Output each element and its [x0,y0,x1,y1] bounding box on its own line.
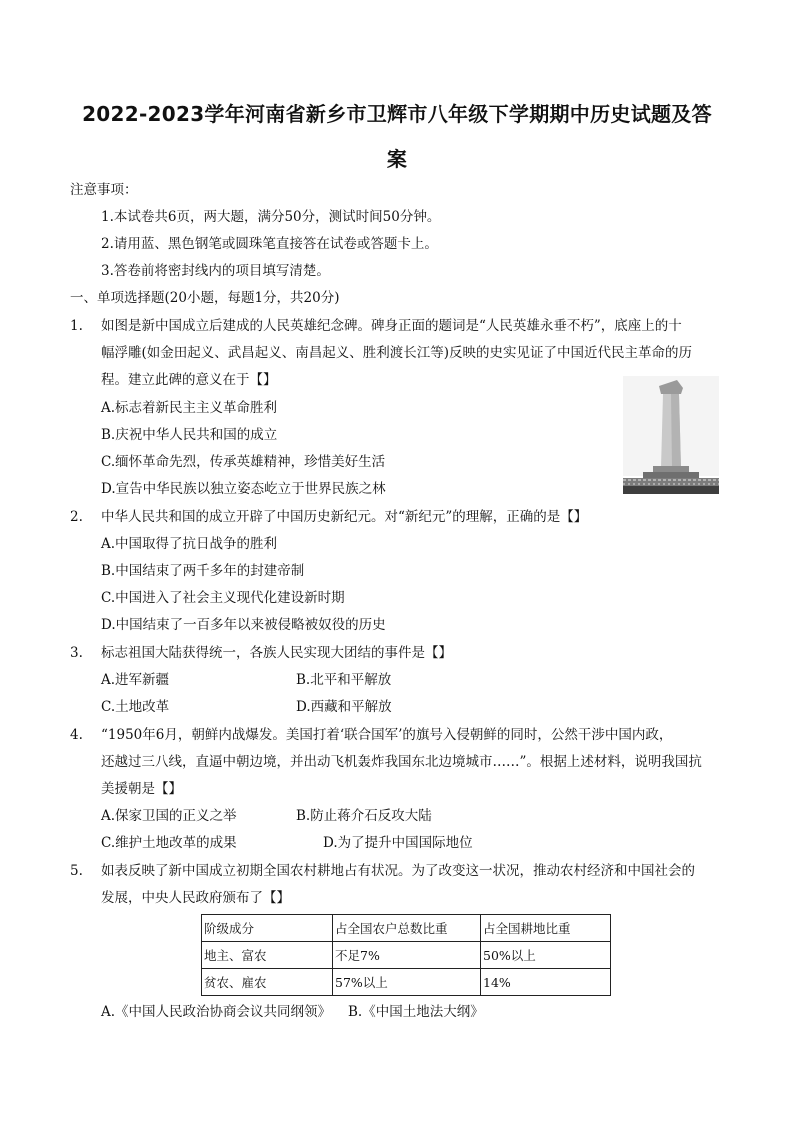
notice-item-3: 3.答卷前将密封线内的项目填写清楚。 [101,263,330,279]
table-header-row [202,915,611,942]
q2-option-d: D.中国结束了一百多年以来被侵略被奴役的历史 [101,617,386,633]
table-cell: 57%以上 [333,969,481,996]
q4-number: 4. [70,727,83,743]
notice-item-2: 2.请用蓝、黑色钢笔或圆珠笔直接答在试卷或答题卡上。 [101,236,438,252]
q2-option-a: A.中国取得了抗日战争的胜利 [101,536,278,552]
q2-stem: 中华人民共和国的成立开辟了中国历史新纪元。对“新纪元”的理解，正确的是【】 [101,509,588,525]
q1-number: 1. [70,318,83,334]
table-header-cell: 阶级成分 [202,915,333,942]
q3-stem: 标志祖国大陆获得统一，各族人民实现大团结的事件是【】 [101,645,452,661]
q2-option-b: B.中国结束了两千多年的封建帝制 [101,563,305,579]
monument-image [623,376,719,494]
q1-stem-line2: 幅浮雕(如金田起义、武昌起义、南昌起义、胜利渡长江等)反映的史实见证了中国近代民主革命的历 [101,345,693,361]
q4-stem-line2: 还越过三八线，直逼中朝边境，并出动飞机轰炸我国东北边境城市……”。根据上述材料，说明我国抗 [101,754,702,770]
table-row [202,942,611,969]
exam-title-line1: 2022-2023学年河南省新乡市卫辉市八年级下学期期中历史试题及答 [82,102,712,126]
table-row [202,969,611,996]
notice-heading: 注意事项： [70,182,138,198]
q3-option-d: D.西藏和平解放 [296,699,392,715]
q4-stem-line3: 美援朝是【】 [101,781,182,797]
q3-number: 3. [70,645,83,661]
q5-stem-line2: 发展，中央人民政府颁布了【】 [101,890,290,906]
q1-option-a: A.标志着新民主主义革命胜利 [101,400,278,416]
q5-stem-line1: 如表反映了新中国成立初期全国农村耕地占有状况。为了改变这一状况，推动农村经济和中国社会的 [101,863,695,879]
q3-option-a: A.进军新疆 [101,672,170,688]
table-cell: 50%以上 [481,942,611,969]
notice-item-1: 1.本试卷共6页，两大题，满分50分，测试时间50分钟。 [101,209,441,225]
q4-option-a: A.保家卫国的正义之举 [101,808,237,824]
table-cell: 14% [481,969,611,996]
q4-option-b: B.防止蒋介石反攻大陆 [296,808,432,824]
q2-number: 2. [70,509,83,525]
table-header-cell: 占全国农户总数比重 [333,915,481,942]
table-header-cell: 占全国耕地比重 [481,915,611,942]
q5-number: 5. [70,863,83,879]
land-ownership-table [201,914,611,996]
q4-stem-line1: “1950年6月，朝鲜内战爆发。美国打着‘联合国军’的旗号入侵朝鲜的同时，公然干涉中国内政， [101,727,673,743]
q1-stem-line3: 程。建立此碑的意义在于【】 [101,372,277,388]
q4-option-d: D.为了提升中国国际地位 [323,835,473,851]
q1-stem-line1: 如图是新中国成立后建成的人民英雄纪念碑。碑身正面的题词是“人民英雄永垂不朽”，底座上的十 [101,318,682,334]
q1-option-b: B.庆祝中华人民共和国的成立 [101,427,278,443]
table-cell: 不足7% [333,942,481,969]
q1-option-c: C.缅怀革命先烈，传承英雄精神，珍惜美好生活 [101,454,386,470]
table-cell: 贫农、雇农 [202,969,333,996]
q4-option-c: C.维护土地改革的成果 [101,835,237,851]
section-heading: 一、单项选择题(20小题，每题1分，共20分) [70,290,340,306]
q2-option-c: C.中国进入了社会主义现代化建设新时期 [101,590,345,606]
q5-option-b: B.《中国土地法大纲》 [348,1004,484,1020]
q3-option-c: C.土地改革 [101,699,170,715]
exam-title-line2: 案 [386,147,408,171]
q3-option-b: B.北平和平解放 [296,672,392,688]
q5-option-a: A.《中国人民政治协商会议共同纲领》 [101,1004,332,1020]
table-cell: 地主、富农 [202,942,333,969]
q1-option-d: D.宣告中华民族以独立姿态屹立于世界民族之林 [101,481,386,497]
